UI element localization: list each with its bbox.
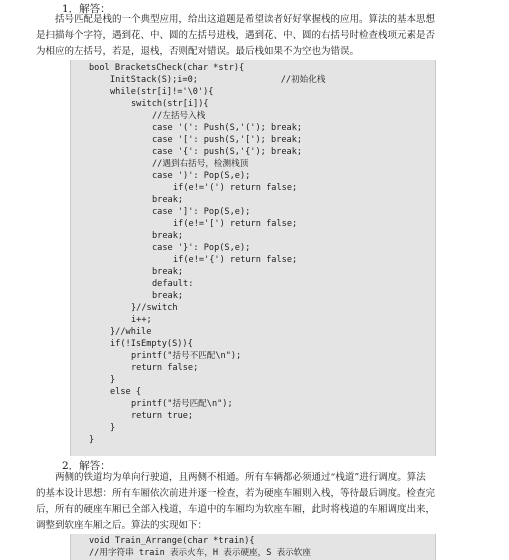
answer2-paragraph	[36, 470, 496, 534]
code-line: //用字符串 train 表示火车，H 表示硬座，S 表示软座	[89, 548, 311, 558]
code-line: break;	[152, 195, 184, 205]
code-line: }	[110, 423, 116, 433]
answer1-code-block	[70, 60, 436, 456]
code-line: //遇到右括号，检测栈顶	[152, 159, 249, 169]
code-line: case '[': push(S,'['); break;	[152, 135, 303, 145]
code-line: return false;	[131, 363, 199, 373]
answer2-heading: 2．解答：	[62, 460, 111, 472]
code-line: switch(str[i]){	[131, 99, 209, 109]
code-line: InitStack(S);i=0; //初始化栈	[110, 75, 326, 85]
paragraph-line: 是扫描每个字符，遇到花、中、圆的左括号进栈，遇到花、中、圆的右括号时检查栈项元素是否	[36, 30, 436, 41]
code-line: if(!IsEmpty(S)){	[110, 339, 193, 349]
code-line: printf("括号匹配\n");	[131, 399, 233, 409]
answer2-code-block	[70, 534, 436, 560]
code-line: case '(': Push(S,'('); break;	[152, 123, 303, 133]
code-line: }	[110, 375, 116, 385]
code-line: case ')': Pop(S,e);	[152, 171, 251, 181]
paragraph-line: 后，所有的硬座车厢已全部入栈道，车道中的车厢均为软座车厢，此时将栈道的车厢调度出来，	[36, 504, 436, 515]
code-line: break;	[152, 291, 184, 301]
code-line: default:	[152, 279, 194, 289]
paragraph-line: 括号匹配是栈的一个典型应用，给出这道题是希望读者好好掌握栈的应用。算法的基本思想	[55, 14, 436, 25]
code-line: case ']': Pop(S,e);	[152, 207, 251, 217]
code-line: i++;	[131, 315, 152, 325]
code-line: while(str[i]!='\0'){	[110, 87, 214, 97]
code-line: case '{': push(S,'{'); break;	[152, 147, 303, 157]
paragraph-line: 两侧的铁道均为单向行驶道，且两侧不相通。所有车辆都必须通过“栈道”进行调度。算法	[55, 472, 426, 483]
code-line: return true;	[131, 411, 194, 421]
code-line: case '}': Pop(S,e);	[152, 243, 251, 253]
code-line: break;	[152, 267, 184, 277]
code-line: else {	[110, 387, 142, 397]
code-line: break;	[152, 231, 184, 241]
paragraph-line: 为相应的左括号，若是，退栈，否则配对错误。最后栈如果不为空也为错误。	[36, 46, 360, 57]
code-line: }//while	[110, 327, 152, 337]
paragraph-line: 调整到软座车厢之后。算法的实现如下：	[36, 520, 208, 531]
paragraph-line: 的基本设计思想：所有车厢依次前进并逐一检查，若为硬座车厢则入栈，等待最后调度。检查完	[36, 488, 436, 499]
code-line: if(e!='{') return false;	[173, 255, 298, 265]
code-line: if(e!='(') return false;	[173, 183, 298, 193]
code-line: }	[89, 435, 95, 445]
code-line: }//switch	[131, 303, 178, 313]
answer1-heading: 1．解答：	[62, 3, 111, 15]
code-line: void Train_Arrange(char *train){	[89, 536, 255, 546]
code-line: //左括号入栈	[152, 111, 206, 121]
answer1-paragraph	[36, 12, 496, 60]
code-line: if(e!='[') return false;	[173, 219, 298, 229]
code-line: printf("括号不匹配\n");	[131, 351, 242, 361]
code-line: bool BracketsCheck(char *str){	[89, 63, 245, 73]
